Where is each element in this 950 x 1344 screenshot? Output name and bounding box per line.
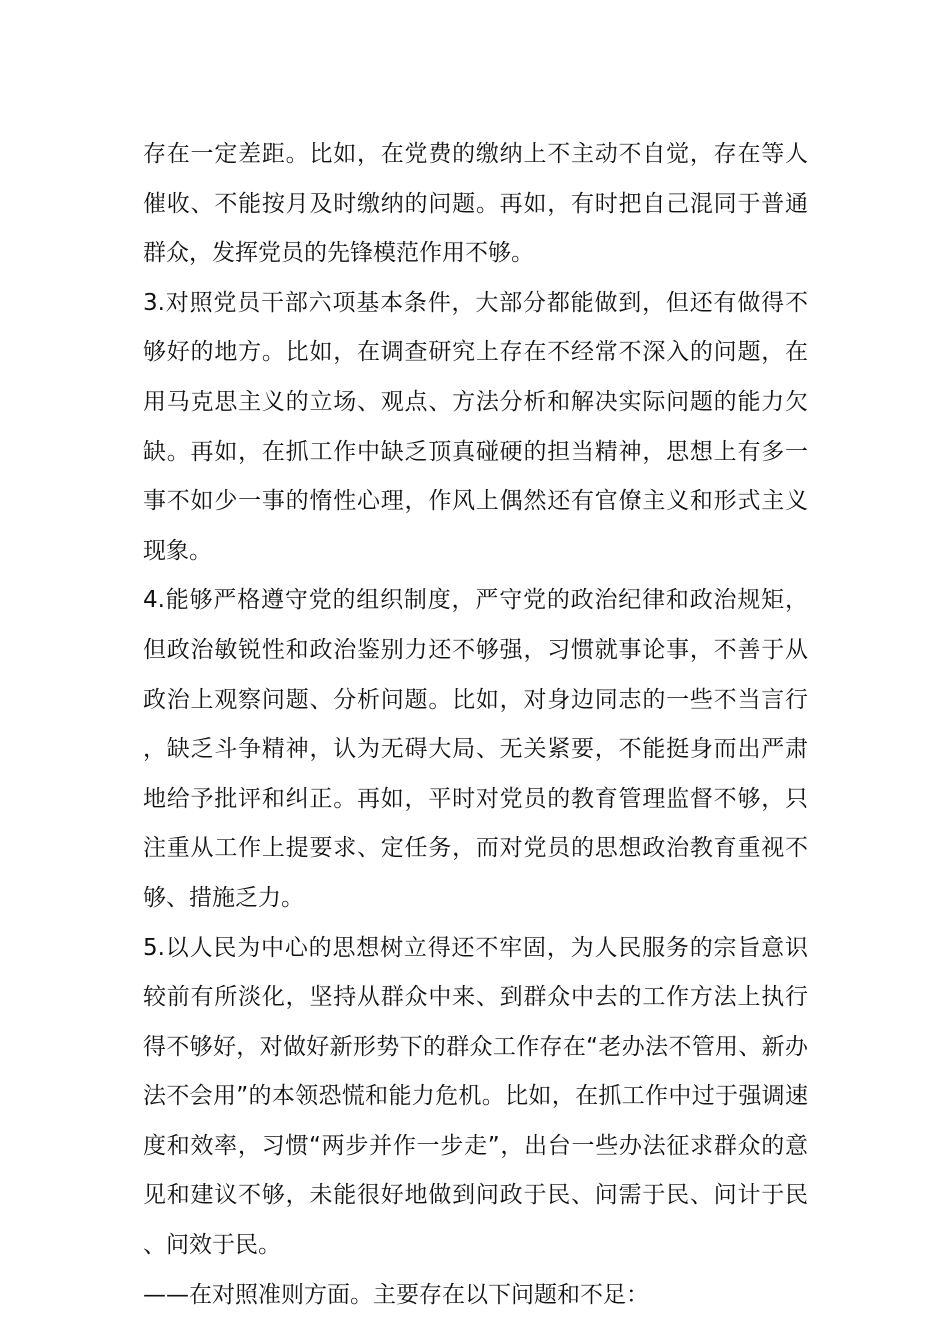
paragraph-item-4: 4.能够严格遵守党的组织制度，严守党的政治纪律和政治规矩，但政治敏锐性和政治鉴别力还不够强，习惯就事论事，不善于从政治上观察问题、分析问题。比如，对身边同志的一些不当言行，缺乏斗争精神，认为无碍大局、无关紧要，不能挺身而出严肃地给予批评和纠正。再如，平时对党员的教育管理监督不够，只注重从工作上提要求、定任务，而对党员的思想政治教育重视不够、措施乏力。	[143, 587, 808, 911]
paragraph-item-3: 3.对照党员干部六项基本条件，大部分都能做到，但还有做得不够好的地方。比如，在调查研究上存在不经常不深入的问题，在用马克思主义的立场、观点、方法分析和解决实际问题的能力欠缺。再如，在抓工作中缺乏顶真碰硬的担当精神，思想上有多一事不如少一事的惰性心理，作风上偶然还有官僚主义和形式主义现象。	[143, 289, 808, 564]
document-body	[143, 130, 808, 1320]
paragraph-item-5: 5.以人民为中心的思想树立得还不牢固，为人民服务的宗旨意识较前有所淡化，坚持从群众中来、到群众中去的工作方法上执行得不够好，对做好新形势下的群众工作存在“老办法不管用、新办法不会用”的本领恐慌和能力危机。比如，在抓工作中过于强调速度和效率，习惯“两步并作一步走”，出台一些办法征求群众的意见和建议不够，未能很好地做到问政于民、问需于民、问计于民、问效于民。	[143, 934, 808, 1259]
paragraph-section-heading: ——在对照准则方面。主要存在以下问题和不足：	[143, 1281, 649, 1308]
paragraph-party-dues: 存在一定差距。比如，在党费的缴纳上不主动不自觉，存在等人催收、不能按月及时缴纳的问题。再如，有时把自己混同于普通群众，发挥党员的先锋模范作用不够。	[143, 141, 808, 267]
